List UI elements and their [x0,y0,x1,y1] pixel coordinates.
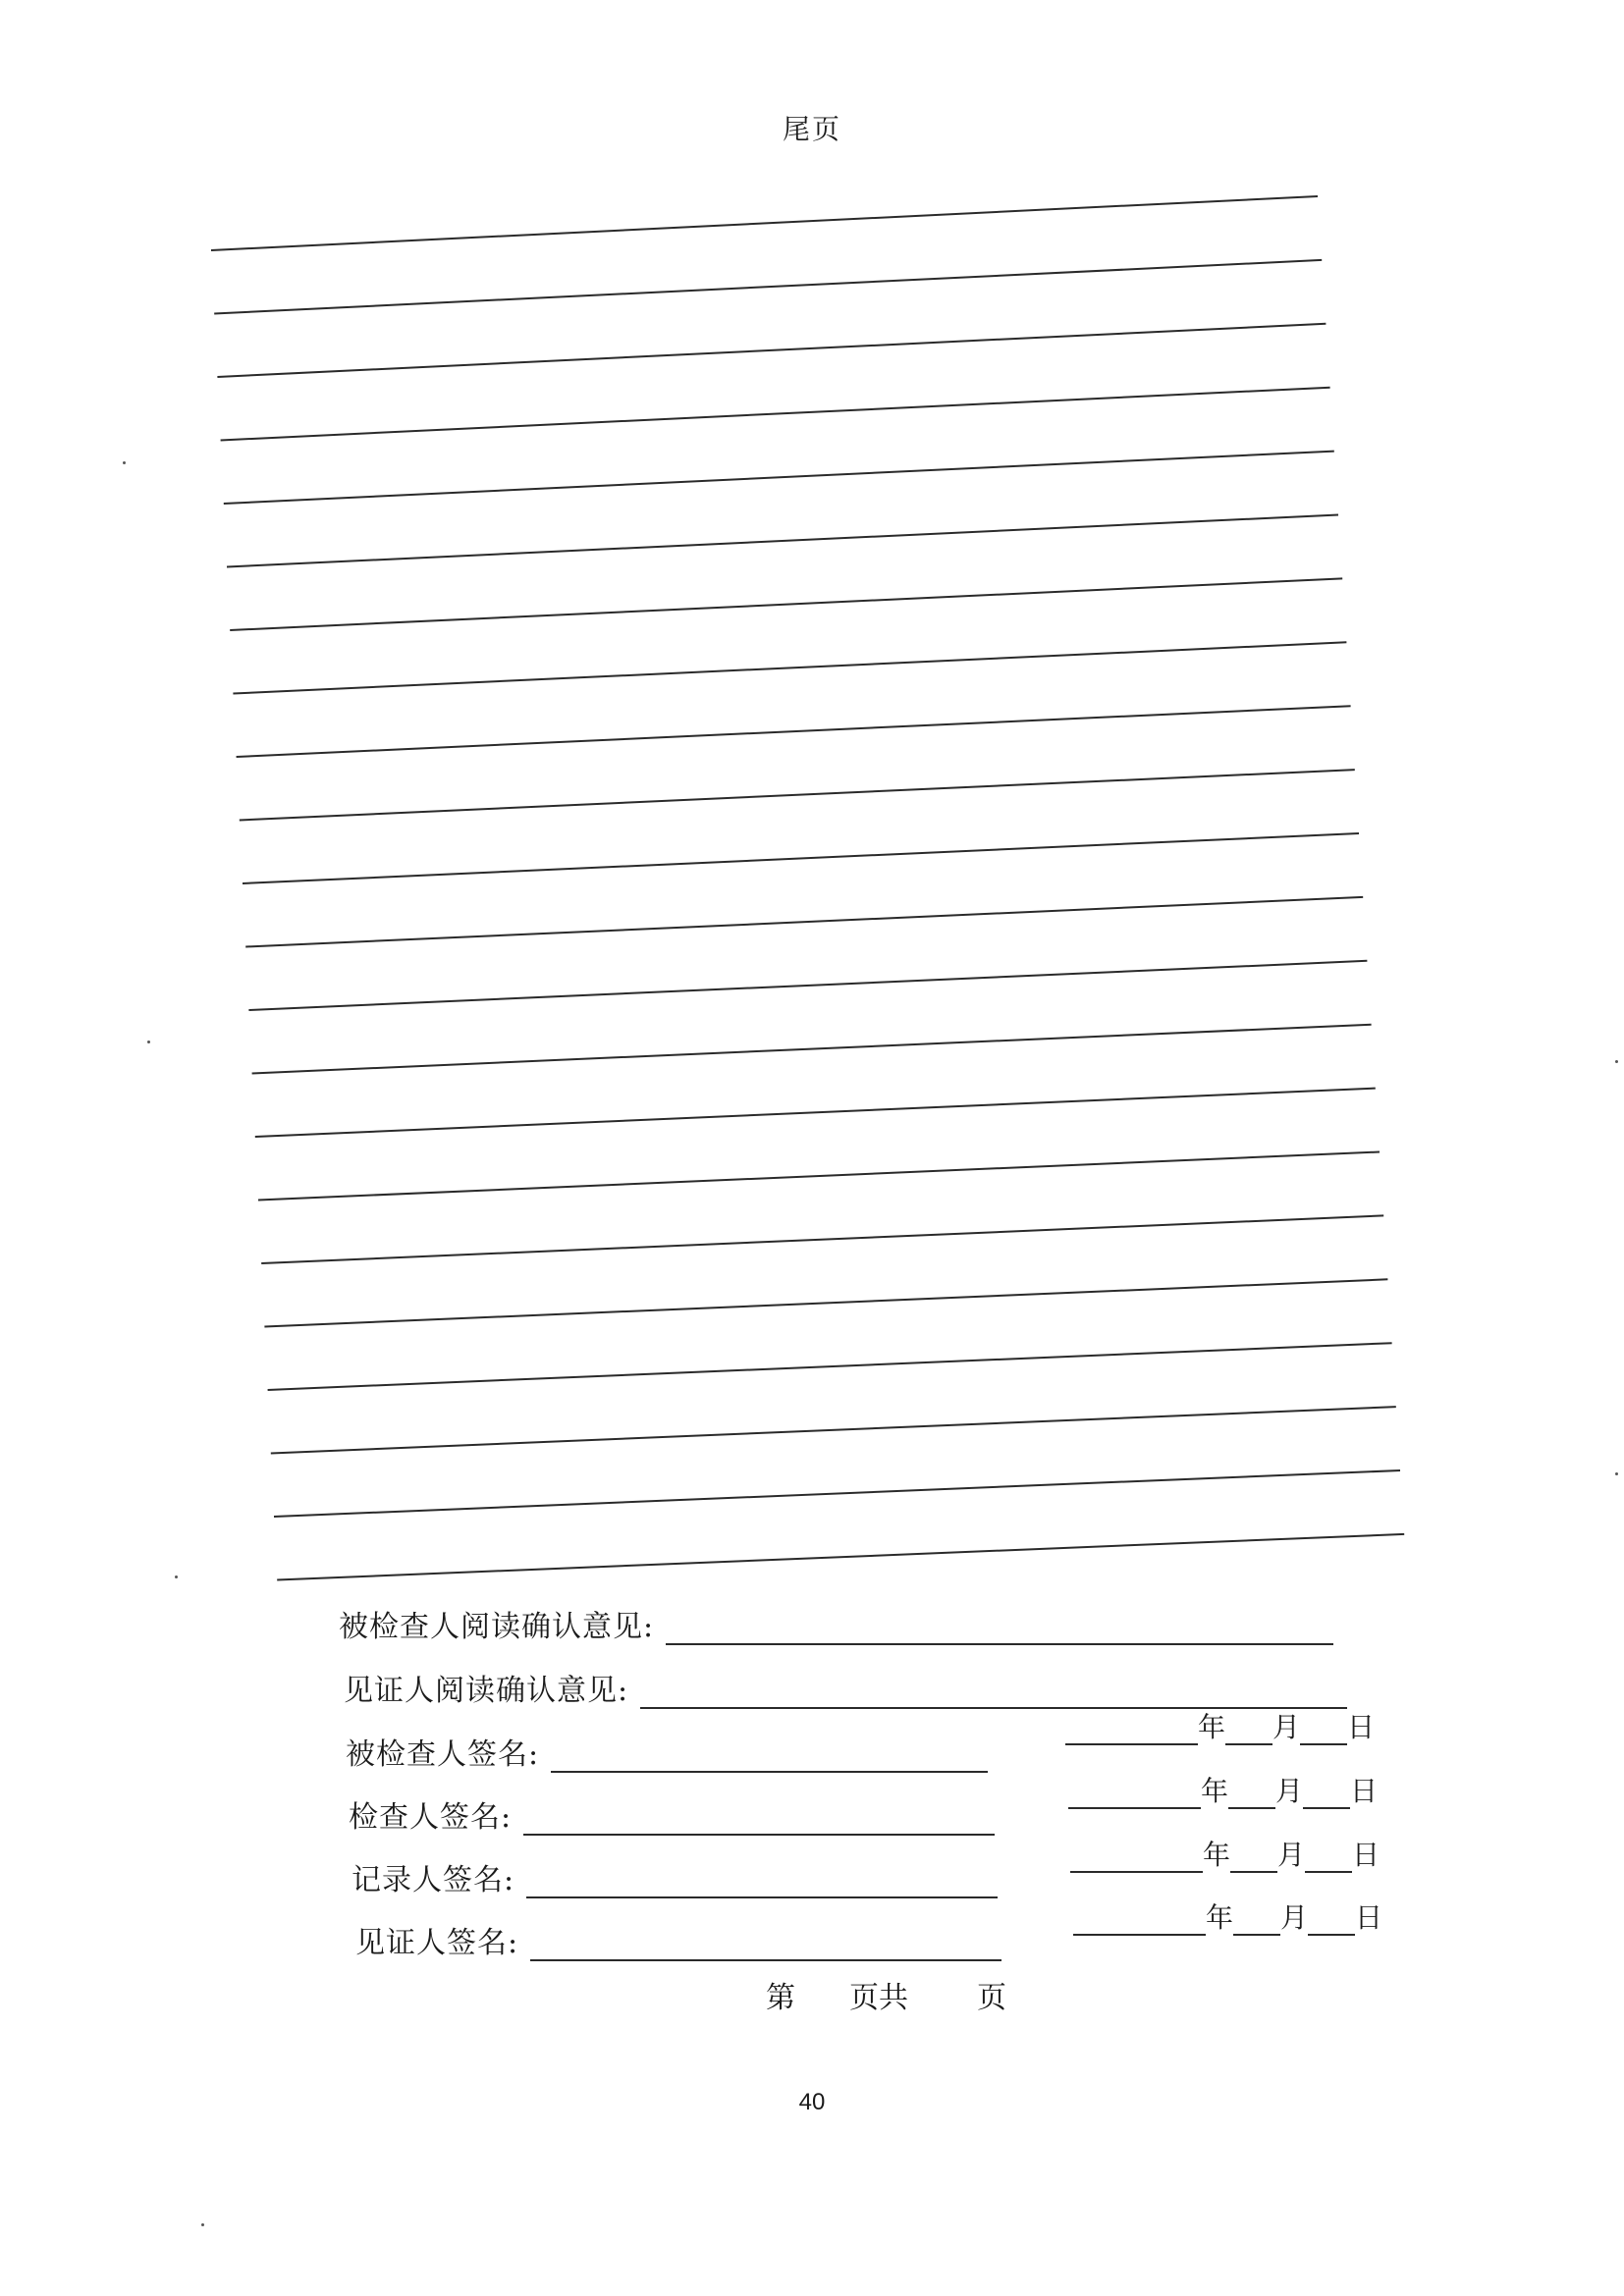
recorder-date [1070,1834,1380,1873]
witness-signature-row [355,1918,1001,1961]
ruled-line [237,706,1351,757]
scan-speck [147,1041,150,1043]
scan-speck [1615,1060,1618,1063]
page-number: 40 [798,2089,826,2115]
ruled-line [258,1152,1380,1201]
year-field[interactable] [1065,1716,1198,1745]
ruled-line [245,897,1363,947]
ruled-line [233,642,1346,693]
ruled-line [264,1279,1387,1326]
year-field[interactable] [1068,1780,1201,1809]
witness-signature-field[interactable] [530,1930,1001,1961]
ruled-line [248,961,1367,1010]
inspector-signature-field[interactable] [523,1804,995,1836]
ruled-line [271,1407,1396,1453]
month-label: 月 [1280,1901,1309,1934]
ruled-line [227,515,1338,567]
witness-opinion-label: 见证人阅读确认意见: [344,1674,629,1708]
ruled-line [277,1534,1404,1580]
ruled-line [243,833,1359,883]
day-label: 日 [1355,1901,1383,1934]
ruled-line [214,260,1322,314]
year-field[interactable] [1070,1843,1203,1873]
day-field[interactable] [1305,1843,1352,1873]
year-field[interactable] [1073,1906,1206,1936]
year-label: 年 [1201,1775,1229,1807]
ruled-line [211,196,1318,250]
inspected-signature-field[interactable] [551,1741,988,1773]
month-label: 月 [1272,1711,1301,1743]
scan-speck [201,2223,204,2226]
ruled-line [252,1025,1372,1074]
inspected-date [1065,1706,1375,1745]
scan-speck [123,461,126,464]
ruled-line [240,770,1355,820]
inspected-opinion-field[interactable] [666,1614,1333,1645]
day-label: 日 [1352,1839,1380,1871]
page-counter-ye-gong: 页共 [849,1981,908,2015]
inspected-signature-row [346,1730,988,1773]
ruled-line [230,578,1342,630]
inspected-signature-label: 被检查人签名: [346,1737,540,1772]
witness-date [1073,1896,1382,1936]
witness-signature-label: 见证人签名: [355,1926,519,1960]
ruled-line [221,388,1330,441]
page-counter-ye: 页 [977,1981,1006,2015]
page-counter-di: 第 [766,1981,795,2015]
day-field[interactable] [1303,1780,1350,1809]
day-field[interactable] [1300,1716,1347,1745]
recorder-signature-field[interactable] [526,1867,998,1898]
scan-speck [175,1575,178,1578]
recorder-signature-label: 记录人签名: [352,1863,515,1897]
ruled-line [217,324,1326,377]
month-field[interactable] [1230,1843,1277,1873]
inspector-signature-row [349,1792,995,1836]
day-label: 日 [1350,1775,1379,1807]
year-label: 年 [1203,1839,1231,1871]
ruled-line [268,1343,1392,1390]
inspected-opinion-label: 被检查人阅读确认意见: [339,1610,655,1644]
month-field[interactable] [1228,1780,1275,1809]
day-label: 日 [1347,1711,1376,1743]
recorder-signature-row [352,1855,998,1898]
day-field[interactable] [1308,1906,1355,1936]
page-title: 尾页 [782,113,841,145]
ruled-line [261,1215,1383,1263]
witness-opinion-row [344,1666,1347,1709]
ruled-line [224,452,1334,504]
ruled-line [255,1089,1376,1137]
year-label: 年 [1198,1711,1226,1743]
month-label: 月 [1275,1775,1304,1807]
month-field[interactable] [1233,1906,1280,1936]
year-label: 年 [1206,1901,1234,1934]
witness-opinion-field[interactable] [640,1678,1347,1709]
month-field[interactable] [1225,1716,1272,1745]
inspector-date [1068,1770,1378,1809]
ruled-line [274,1470,1400,1517]
inspected-opinion-row [339,1602,1333,1645]
inspector-signature-label: 检查人签名: [349,1800,513,1835]
scan-speck [1615,1472,1618,1475]
month-label: 月 [1277,1839,1306,1871]
